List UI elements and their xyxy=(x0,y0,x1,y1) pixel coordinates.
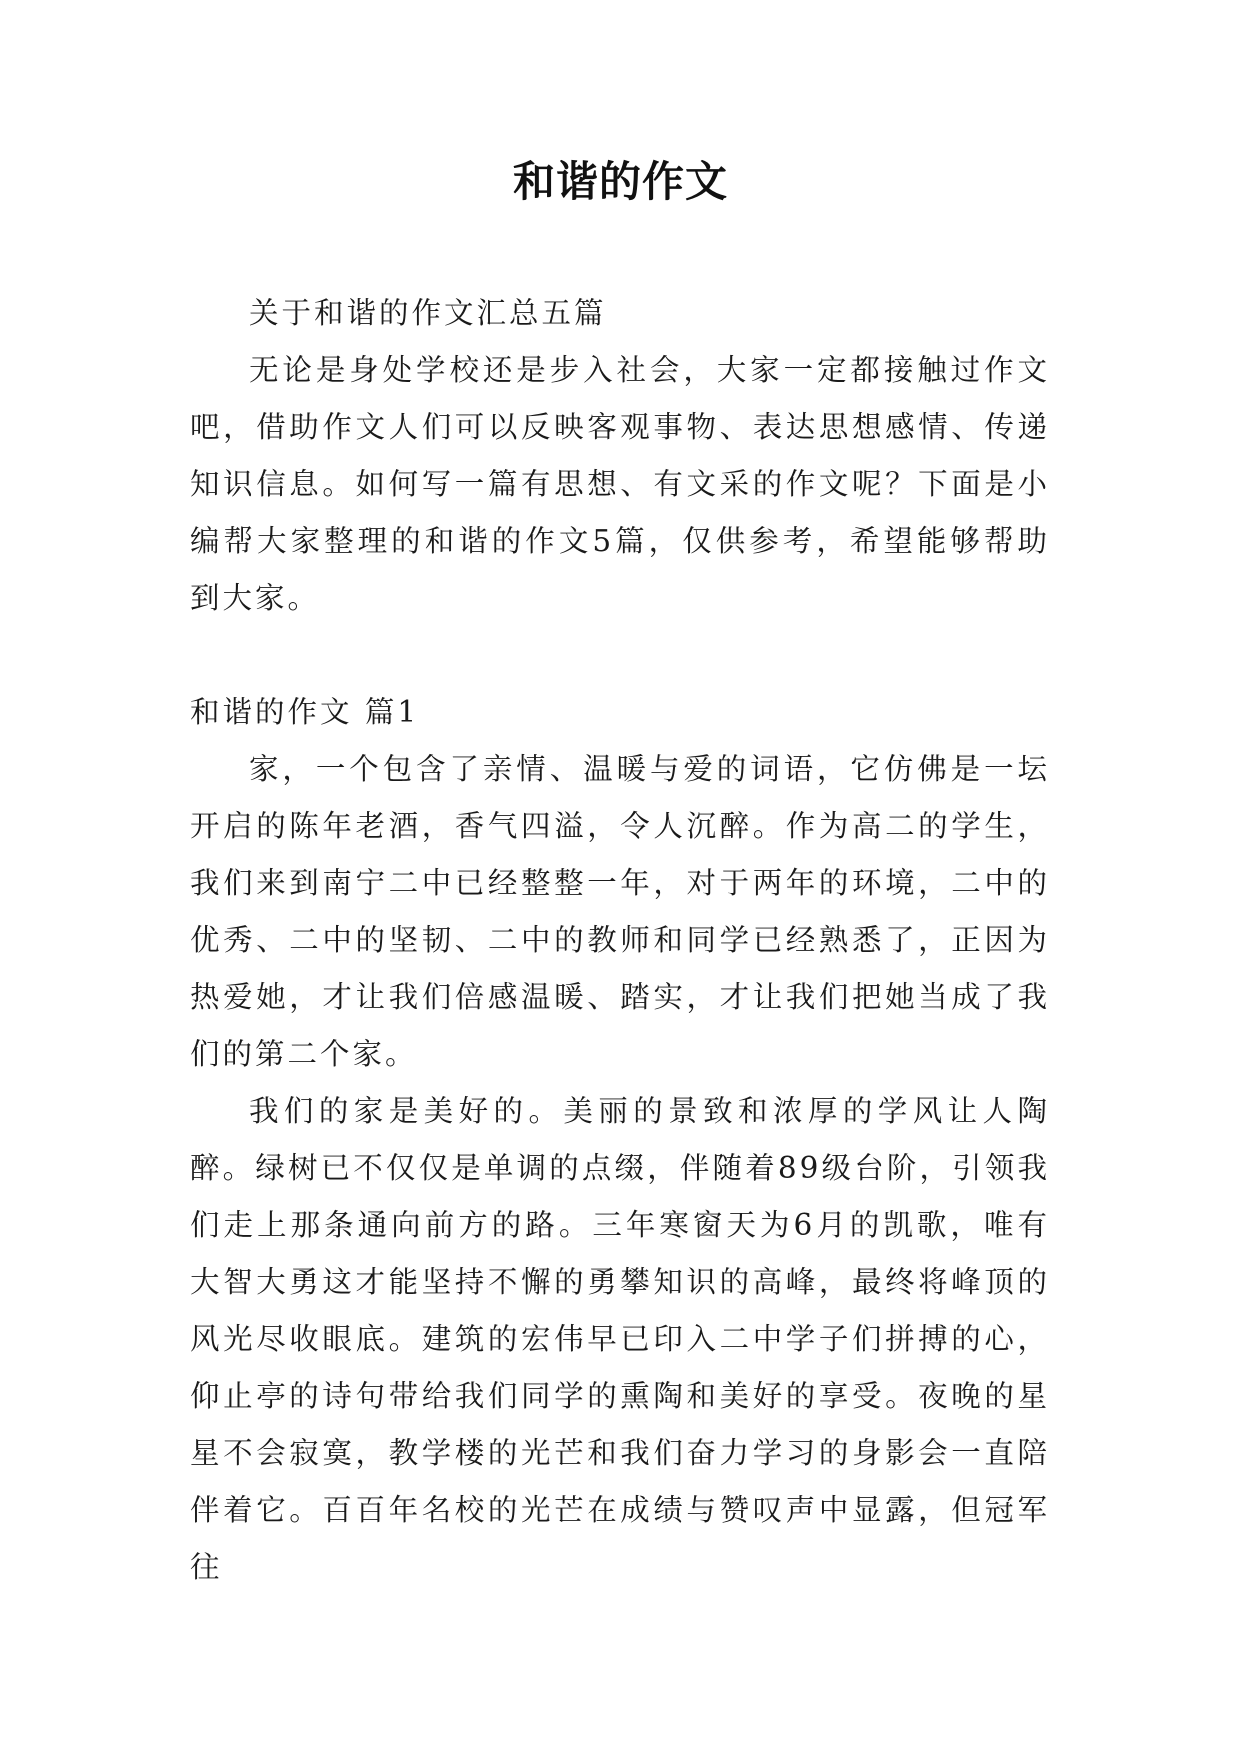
document-body xyxy=(190,285,1050,1596)
body-paragraph-2: 我们的家是美好的。美丽的景致和浓厚的学风让人陶醉。绿树已不仅仅是单调的点缀，伴随着89级台阶，引领我们走上那条通向前方的路。三年寒窗天为6月的凯歌，唯有大智大勇这才能坚持不懈的勇攀知识的高峰，最终将峰顶的风光尽收眼底。建筑的宏伟早已印入二中学子们拼搏的心，仰止亭的诗句带给我们同学的熏陶和美好的享受。夜晚的星星不会寂寞，教学楼的光芒和我们奋力学习的身影会一直陪伴着它。百百年名校的光芒在成绩与赞叹声中显露，但冠军往 xyxy=(190,1094,1050,1584)
body-paragraph-1: 家，一个包含了亲情、温暖与爱的词语，它仿佛是一坛开启的陈年老酒，香气四溢，令人沉醉。作为高二的学生，我们来到南宁二中已经整整一年，对于两年的环境，二中的优秀、二中的坚韧、二中的教师和同学已经熟悉了，正因为热爱她，才让我们倍感温暖、踏实，才让我们把她当成了我们的第二个家。 xyxy=(190,752,1050,1071)
preface-paragraph: 无论是身处学校还是步入社会，大家一定都接触过作文吧，借助作文人们可以反映客观事物、表达思想感情、传递知识信息。如何写一篇有思想、有文采的作文呢？下面是小编帮大家整理的和谐的作文5篇，仅供参考，希望能够帮助到大家。 xyxy=(190,353,1050,615)
document-title: 和谐的作文 xyxy=(512,157,728,206)
section-heading: 和谐的作文 篇1 xyxy=(190,695,420,729)
intro-line: 关于和谐的作文汇总五篇 xyxy=(249,296,607,330)
section-spacer xyxy=(190,627,1050,684)
